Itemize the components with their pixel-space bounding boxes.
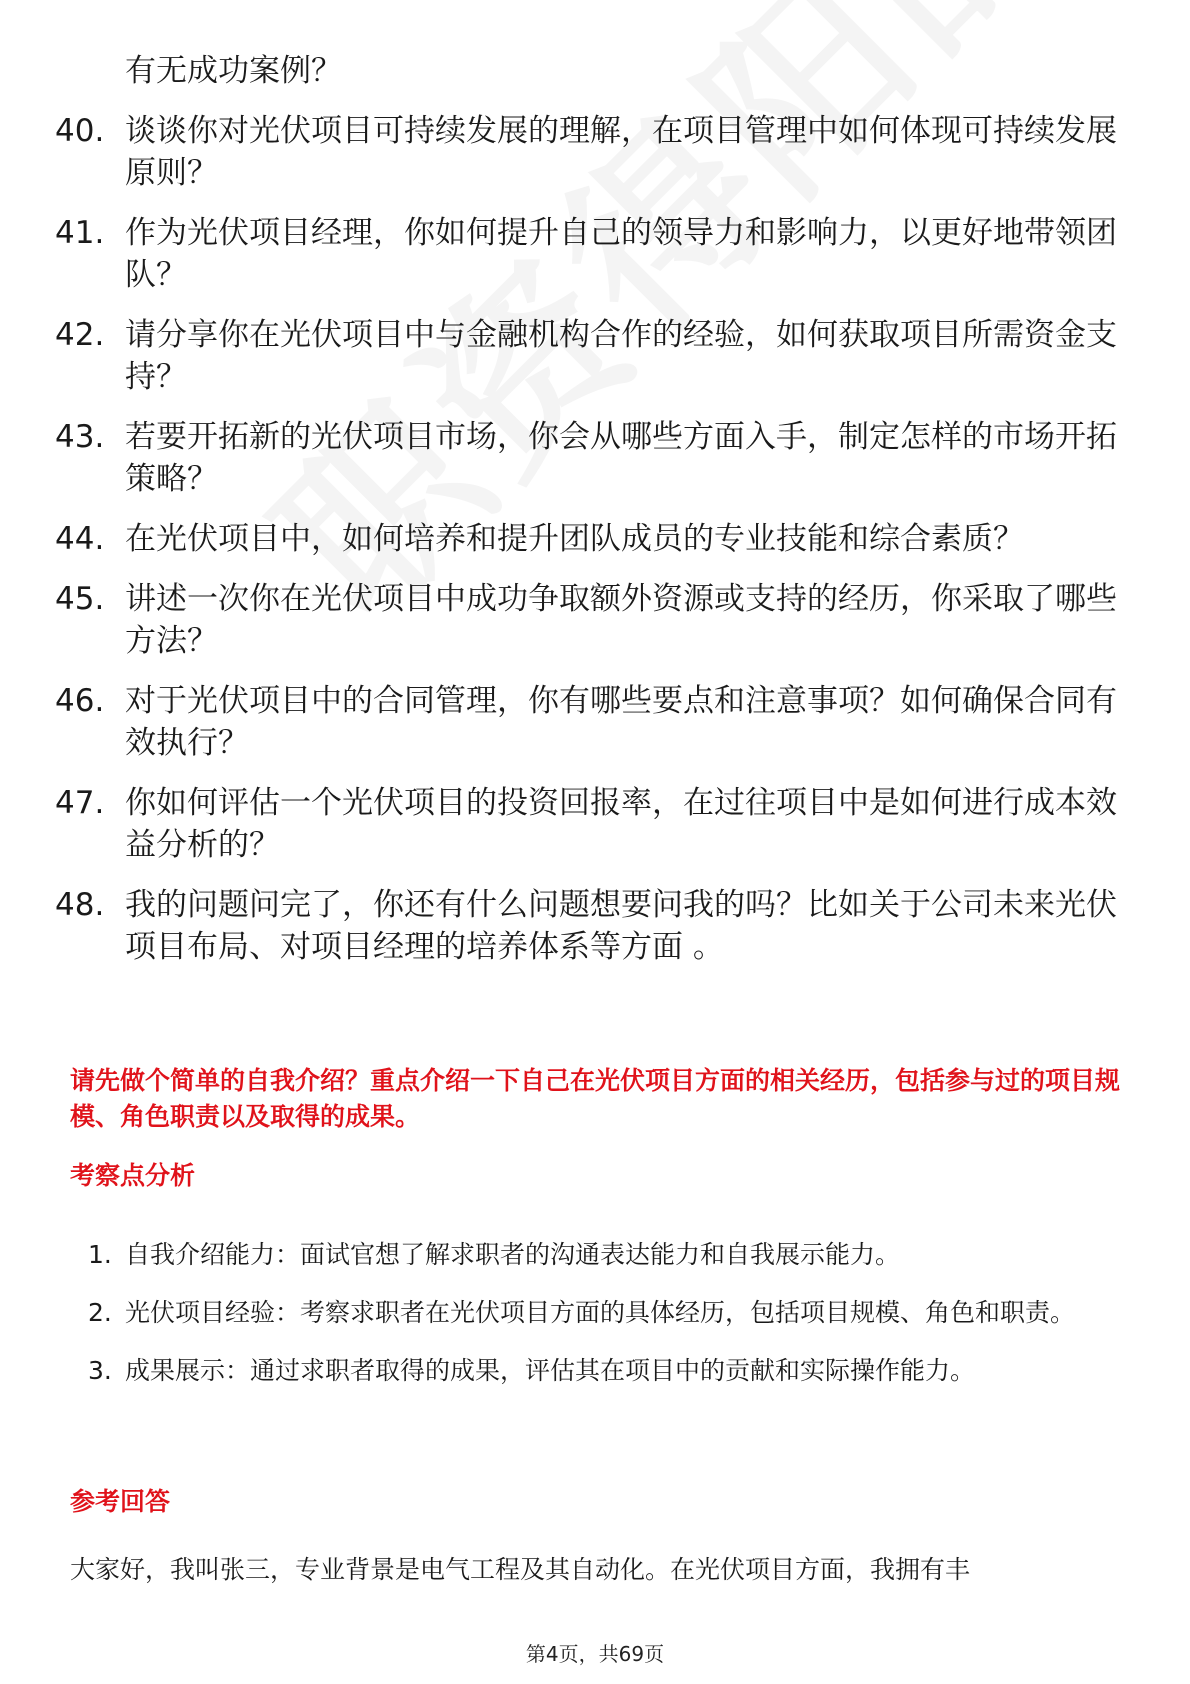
list-item — [55, 578, 1135, 662]
item-text: 作为光伏项目经理，你如何提升自己的领导力和影响力，以更好地带领团队？ — [125, 215, 1117, 293]
list-item — [55, 782, 1135, 866]
item-text: 你如何评估一个光伏项目的投资回报率，在过往项目中是如何进行成本效益分析的？ — [125, 785, 1117, 863]
list-item — [55, 416, 1135, 500]
item-text: 请分享你在光伏项目中与金融机构合作的经验，如何获取项目所需资金支持？ — [125, 317, 1117, 395]
item-number: 40. — [55, 113, 105, 149]
item-number: 47. — [55, 785, 105, 821]
item-text: 若要开拓新的光伏项目市场，你会从哪些方面入手，制定怎样的市场开拓策略？ — [125, 419, 1117, 497]
item-number: 45. — [55, 581, 105, 617]
list-item — [70, 1226, 1130, 1284]
list-item — [55, 212, 1135, 296]
list-item — [70, 1284, 1130, 1342]
item-number: 42. — [55, 317, 105, 353]
item-text: 成果展示：通过求职者取得的成果，评估其在项目中的贡献和实际操作能力。 — [125, 1356, 976, 1385]
reference-heading: 参考回答 — [70, 1487, 171, 1516]
item-text: 自我介绍能力：面试官想了解求职者的沟通表达能力和自我展示能力。 — [125, 1240, 901, 1269]
item-number: 43. — [55, 419, 105, 455]
list-item — [70, 1342, 1130, 1400]
list-item — [55, 110, 1135, 194]
item-number: 3. — [88, 1356, 112, 1385]
item-text: 谈谈你对光伏项目可持续发展的理解，在项目管理中如何体现可持续发展原则？ — [125, 113, 1117, 191]
item-text: 光伏项目经验：考察求职者在光伏项目方面的具体经历，包括项目规模、角色和职责。 — [125, 1298, 1076, 1327]
list-item — [55, 50, 1135, 92]
item-text: 在光伏项目中，如何培养和提升团队成员的专业技能和综合素质？ — [125, 521, 1024, 557]
item-number: 46. — [55, 683, 105, 719]
list-item — [55, 680, 1135, 764]
item-number: 41. — [55, 215, 105, 251]
page-number: 第4页，共69页 — [525, 1642, 665, 1666]
item-text: 对于光伏项目中的合同管理，你有哪些要点和注意事项？如何确保合同有效执行？ — [125, 683, 1117, 761]
question-list — [55, 50, 1135, 986]
featured-question: 请先做个简单的自我介绍？重点介绍一下自己在光伏项目方面的相关经历，包括参与过的项目规模、角色职责以及取得的成果。 — [70, 1066, 1121, 1131]
item-number: 2. — [88, 1298, 112, 1327]
list-item — [55, 314, 1135, 398]
analysis-list — [70, 1226, 1130, 1400]
item-text: 我的问题问完了，你还有什么问题想要问我的吗？比如关于公司未来光伏项目布局、对项目经理的培养体系等方面 。 — [125, 887, 1117, 965]
item-number: 1. — [88, 1240, 112, 1269]
item-text: 讲述一次你在光伏项目中成功争取额外资源或支持的经历，你采取了哪些方法？ — [125, 581, 1117, 659]
reference-answer: 大家好，我叫张三，专业背景是电气工程及其自动化。在光伏项目方面，我拥有丰 — [70, 1555, 971, 1584]
item-number: 44. — [55, 521, 105, 557]
item-number: 48. — [55, 887, 105, 923]
list-item — [55, 884, 1135, 968]
analysis-heading: 考察点分析 — [70, 1161, 196, 1190]
item-text: 有无成功案例？ — [125, 53, 342, 89]
list-item — [55, 518, 1135, 560]
